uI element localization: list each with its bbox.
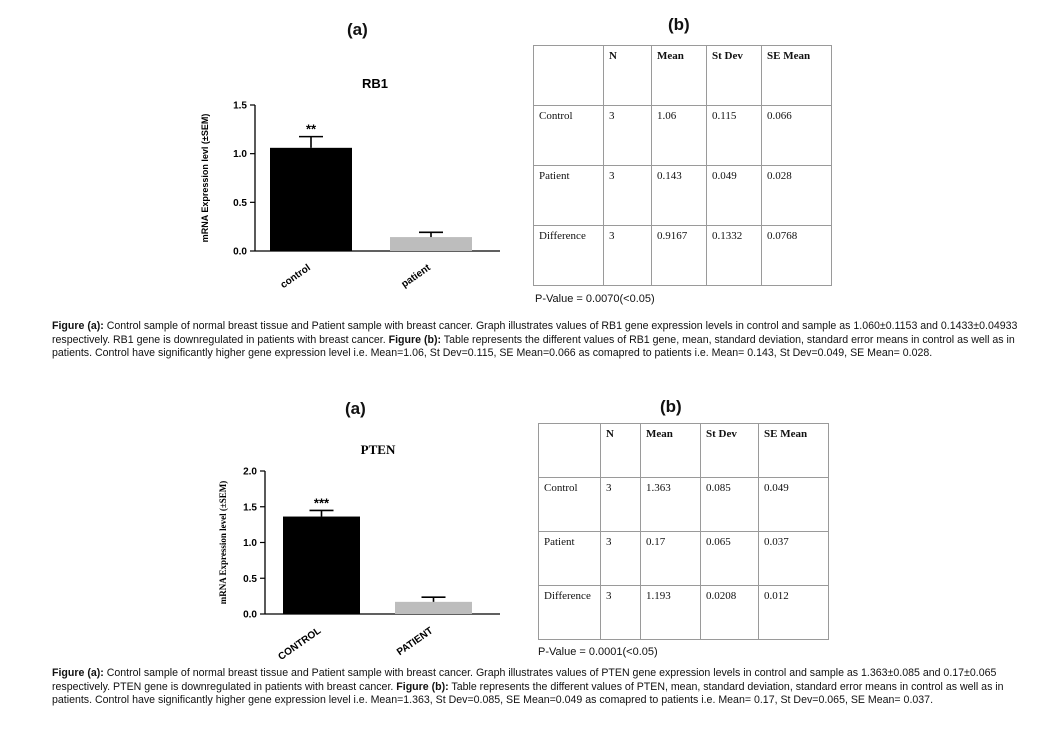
table-cell: 1.06 (652, 106, 707, 166)
caption-text: Table represents the different values of RB1 gene, mean, standard deviation, standard error means in control as well as in patients. Control have significantly higher gene expression level i.e. Mean=1.06, St Dev=0.115, SE Mean=0.066 as comapred to patients i.e. Mean= 0.143, St Dev=0.049, SE Mean= 0.028. (52, 333, 1015, 360)
table-cell: 3 (601, 586, 641, 640)
y-tick-label: 1.0 (233, 149, 247, 161)
table-cell: 0.065 (701, 532, 759, 586)
y-tick-label: 1.5 (243, 502, 257, 514)
table-cell: 3 (601, 532, 641, 586)
table-cell: 1.193 (641, 586, 701, 640)
table-row (539, 532, 829, 586)
figure-1-chart-label: (a) (347, 20, 368, 39)
table-cell: 0.049 (707, 166, 762, 226)
bar-control (270, 148, 352, 251)
caption-text: Control sample of normal breast tissue and Patient sample with breast cancer. Graph illustrates values of PTEN gene expression levels in control and sample as 1.363±0.085 and 0.17±0.065 respectively. PTEN gene is downregulated in patients with breast cancer. (52, 667, 997, 693)
table-row (534, 226, 832, 286)
table-header-cell: N (604, 46, 652, 106)
y-tick-label: 0.0 (233, 246, 247, 258)
table-row (539, 478, 829, 532)
table-header-cell: St Dev (707, 46, 762, 106)
table-header-row (534, 46, 832, 106)
chart-title: PTEN (360, 442, 396, 457)
table-cell: Control (534, 106, 604, 166)
caption-text: Control sample of normal breast tissue and Patient sample with breast cancer. Graph illustrates values of RB1 gene expression levels in control and sample as 1.060±0.1153 and 0.1433±0.04933 respectively. RB1 gene is downregulated in patients with breast cancer. (52, 320, 1018, 346)
table-cell: 3 (604, 226, 652, 286)
table-cell: 3 (601, 478, 641, 532)
x-category-label: CONTROL (276, 625, 324, 663)
table-cell: Control (539, 478, 601, 532)
table-header-cell: SE Mean (762, 46, 832, 106)
table-cell: 3 (604, 106, 652, 166)
y-tick-label: 1.5 (233, 100, 247, 112)
table-cell: 0.1332 (707, 226, 762, 286)
figure-1-caption (52, 320, 1037, 361)
caption-label: Figure (a): (52, 320, 104, 332)
x-category-label: patient (399, 262, 433, 291)
table-header-row (539, 424, 829, 478)
table-header-cell (534, 46, 604, 106)
table-cell: 0.115 (707, 106, 762, 166)
y-tick-label: 0.0 (243, 609, 257, 621)
table-header-cell (539, 424, 601, 478)
bar-control (283, 517, 360, 614)
figure-2-p-value: P-Value = 0.0001(<0.05) (538, 646, 658, 658)
caption-label: Figure (a): (52, 667, 104, 679)
table-header-cell: N (601, 424, 641, 478)
table-cell: 0.17 (641, 532, 701, 586)
table-cell: Patient (539, 532, 601, 586)
y-tick-label: 2.0 (243, 466, 257, 478)
table-cell: 0.085 (701, 478, 759, 532)
figure-2-caption (52, 667, 1037, 708)
caption-text: Table represents the different values of PTEN, mean, standard deviation, standard error means in control as well as in patients. Control have significantly higher gene expression level i.e. Mean=1.363, St Dev=0.085, SE Mean=0.049 as comapred to patients i.e. Mean= 0.17, St Dev=0.065, SE Mean= 0.037. (52, 680, 1004, 707)
caption-label: Figure (b): (388, 333, 442, 346)
table-row (534, 166, 832, 226)
table-header-cell: SE Mean (759, 424, 829, 478)
figure-2-table-label: (b) (660, 397, 682, 416)
table-cell: Difference (534, 226, 604, 286)
x-category-label: PATIENT (395, 625, 436, 659)
table-cell: 3 (604, 166, 652, 226)
table-cell: 0.049 (759, 478, 829, 532)
significance-marker: ** (305, 121, 317, 137)
figure-1-bar-chart (190, 70, 510, 300)
y-tick-label: 1.0 (243, 538, 257, 549)
table-cell: Patient (534, 166, 604, 226)
table-cell: 0.066 (762, 106, 832, 166)
significance-marker: *** (313, 495, 330, 511)
table-header-cell: Mean (652, 46, 707, 106)
figure-1-table-label: (b) (668, 15, 690, 34)
caption-label: Figure (b): (396, 680, 449, 693)
table-cell: Difference (539, 586, 601, 640)
table-cell: 0.012 (759, 586, 829, 640)
y-axis-label: mRNA Expression level (±SEM) (218, 480, 228, 605)
y-tick-label: 0.5 (233, 197, 247, 209)
figure-1-stats-table (533, 45, 832, 286)
table-row (534, 106, 832, 166)
figure-2-bar-chart (210, 440, 500, 665)
table-cell: 0.143 (652, 166, 707, 226)
bar-patient (390, 237, 472, 251)
figure-2-chart-label: (a) (345, 399, 366, 418)
table-cell: 0.028 (762, 166, 832, 226)
table-header-cell: Mean (641, 424, 701, 478)
x-category-label: control (278, 262, 313, 291)
y-tick-label: 0.5 (243, 573, 257, 585)
table-cell: 0.0208 (701, 586, 759, 640)
figure-2-stats-table (538, 423, 829, 640)
table-header-cell: St Dev (701, 424, 759, 478)
table-row (539, 586, 829, 640)
table-cell: 0.037 (759, 532, 829, 586)
figure-1-p-value: P-Value = 0.0070(<0.05) (535, 293, 655, 305)
chart-title: RB1 (361, 76, 389, 91)
table-cell: 0.0768 (762, 226, 832, 286)
y-axis-label: mRNA Expression levl (±SEM) (200, 113, 210, 243)
bar-patient (395, 602, 472, 614)
table-cell: 0.9167 (652, 226, 707, 286)
table-cell: 1.363 (641, 478, 701, 532)
